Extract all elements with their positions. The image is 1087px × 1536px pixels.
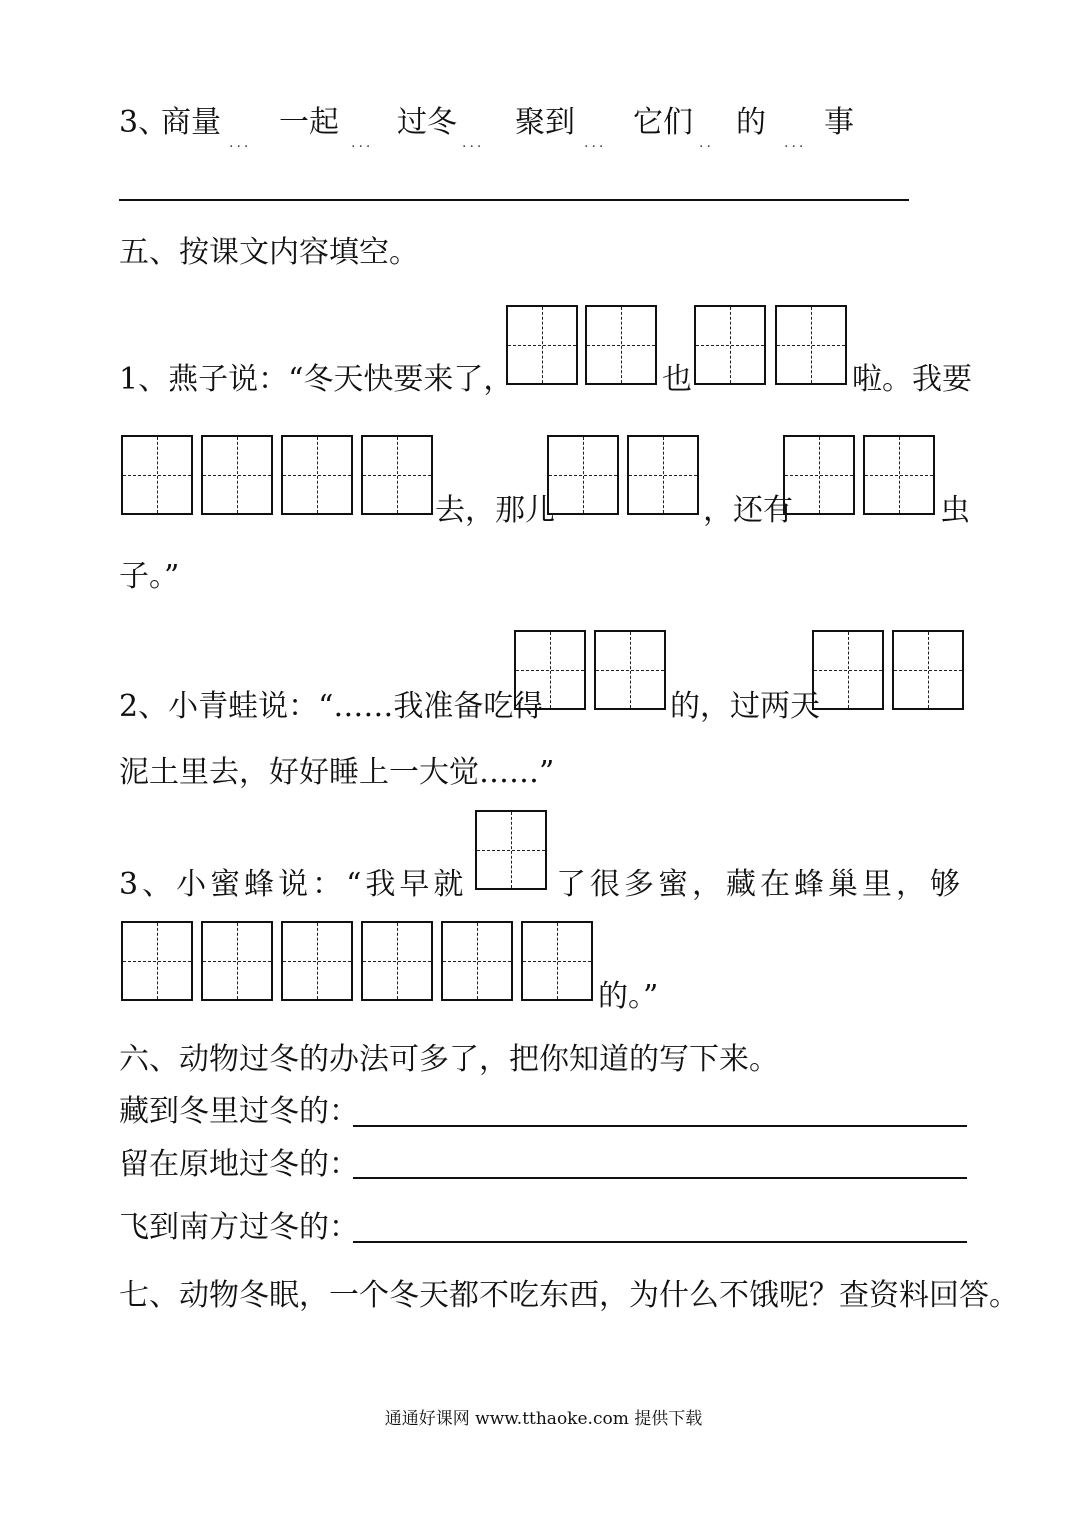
answer-line[interactable] [353, 1177, 967, 1179]
item3-text-2: 了很多蜜，藏在蜂巢里，够 [556, 867, 964, 902]
writing-box[interactable] [694, 305, 766, 385]
item2-text-3: 泥土里去，好好睡上一大觉……” [119, 755, 555, 790]
section-5-heading: 五、按课文内容填空。 [119, 235, 419, 270]
writing-box[interactable] [547, 435, 619, 515]
writing-box[interactable] [201, 435, 273, 515]
writing-box[interactable] [121, 435, 193, 515]
writing-box[interactable] [281, 435, 353, 515]
writing-box[interactable] [361, 435, 433, 515]
writing-box[interactable] [201, 921, 273, 1001]
writing-box[interactable] [475, 810, 547, 890]
section-6-heading: 六、动物过冬的办法可多了，把你知道的写下来。 [119, 1042, 779, 1077]
writing-box[interactable] [361, 921, 433, 1001]
item1-text-7: 子。” [119, 559, 180, 594]
answer-label-2: 留在原地过冬的： [119, 1147, 359, 1182]
writing-box[interactable] [863, 435, 935, 515]
writing-box[interactable] [783, 435, 855, 515]
item3-text-1: 3、小蜜蜂说：“我早就 [119, 867, 468, 902]
item1-text-5: ，还有 [703, 493, 793, 528]
writing-box[interactable] [585, 305, 657, 385]
writing-box[interactable] [121, 921, 193, 1001]
item2-text-1: 2、小青蛙说：“……我准备吃得 [119, 689, 544, 724]
word-5: 它们 [633, 105, 693, 140]
dots: ... [462, 135, 485, 151]
dots: ... [229, 135, 252, 151]
word-6: 的 [736, 105, 766, 140]
writing-box[interactable] [812, 630, 884, 710]
word-2: 一起 [279, 105, 339, 140]
answer-line[interactable] [353, 1241, 967, 1243]
dots: ... [351, 135, 374, 151]
word-4: 聚到 [515, 105, 575, 140]
item1-text-3: 啦。我要 [852, 362, 972, 397]
writing-box[interactable] [514, 630, 586, 710]
section-7-heading: 七、动物冬眠，一个冬天都不吃东西，为什么不饿呢？查资料回答。 [119, 1278, 1019, 1313]
answer-line[interactable] [353, 1125, 967, 1127]
writing-box[interactable] [892, 630, 964, 710]
writing-box[interactable] [521, 921, 593, 1001]
answer-label-3: 飞到南方过冬的： [119, 1210, 359, 1245]
writing-box[interactable] [506, 305, 578, 385]
writing-box[interactable] [281, 921, 353, 1001]
word-1: 商量 [161, 105, 221, 140]
dots: ... [584, 135, 607, 151]
item-number: 3、 [119, 105, 169, 140]
item1-text-4: 去，那儿 [435, 493, 555, 528]
writing-box[interactable] [775, 305, 847, 385]
item3-text-3: 的。” [598, 979, 659, 1014]
answer-line[interactable] [119, 199, 909, 201]
word-7: 事 [824, 105, 854, 140]
dots: ... [784, 135, 807, 151]
item1-text-6: 虫 [940, 493, 970, 528]
word-order-item-3 [119, 105, 879, 151]
dots: .. [699, 135, 714, 151]
writing-box[interactable] [441, 921, 513, 1001]
item1-text-2: 也 [662, 362, 692, 397]
answer-label-1: 藏到冬里过冬的： [119, 1094, 359, 1129]
item1-text-1: 1、燕子说：“冬天快要来了， [119, 362, 514, 397]
item2-text-2: 的，过两天 [670, 689, 820, 724]
writing-box[interactable] [627, 435, 699, 515]
writing-box[interactable] [594, 630, 666, 710]
footer-credit: 通通好课网 www.tthaoke.com 提供下载 [384, 1409, 703, 1429]
word-3: 过冬 [397, 105, 457, 140]
